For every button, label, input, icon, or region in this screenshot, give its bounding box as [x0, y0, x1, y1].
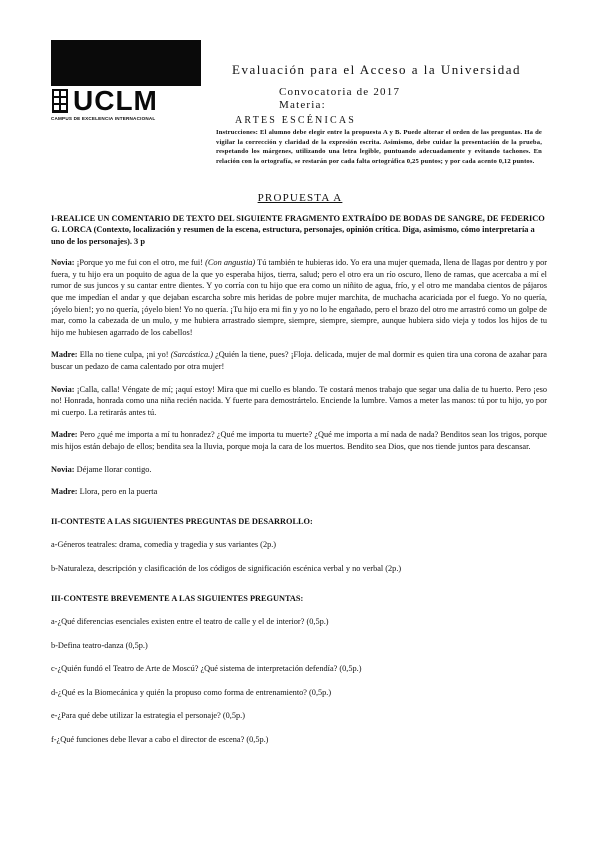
exam-content — [51, 213, 547, 746]
dialogue-line: Novia: ¡Porque yo me fui con el otro, me fui! (Con angustia) Tú también te hubieras ido. Yo era una mujer quemada, llena de llagas por dentro y por fuera, y tu hijo era un poquito de agua de la que yo esperaba hijos, tierra, salud; pero el otro era un río oscuro, lleno de ramas, que acercaba a mí el rumor de sus juncos y su cantar entre dientes. Y yo corría con tu hijo que era como un niñito de agua, frío, y el otro me mandaba cientos de pájaros que me impedían el andar y que dejaban escarcha sobre mis heridas de pobre mujer marchita, de muchacha acariciada por el fuego. Yo no quería, ¡óyelo bien!; yo no quería, ¡óyelo bien! Yo no quería. ¡Tu hijo era mi fin y yo no lo he engañado, pero el brazo del otro me arrastró como un golpe de mar, como la cabezada de un mulo, y me hubiera arrastrado siempre, siempre, siempre, siempre, aunque hubiera sido vieja y todos los hijos de tu hijo me hubiesen agarrado de los cabellos! — [51, 258, 547, 337]
dialogue-line: Madre: Ella no tiene culpa, ¡ni yo! (Sarcástica.) ¿Quién la tiene, pues? ¡Floja. delicada, mujer de mal dormir es quien tira una corona de azahar para buscar un pedazo de cama calentado por otra mujer! — [51, 350, 547, 371]
question-item: b-Defina teatro-danza (0,5p.) — [51, 640, 148, 650]
speaker-name: Novia: — [51, 464, 75, 474]
logo-text: UCLM — [73, 85, 158, 116]
dialogue-line: Novia: Déjame llorar contigo. — [51, 464, 152, 474]
shield-emblem-icon — [51, 88, 69, 114]
logo-mark — [51, 86, 201, 116]
speaker-name: Madre: — [51, 487, 78, 497]
question-item: f-¿Qué funciones debe llevar a cabo el director de escena? (0,5p.) — [51, 735, 269, 745]
convocatoria-label: Convocatoria de 2017 — [279, 86, 401, 98]
question-item: e-¿Para qué debe utilizar la estrategia el personaje? (0,5p.) — [51, 711, 245, 721]
logo-black-block — [51, 40, 201, 86]
section-3-heading: III-CONTESTE BREVEMENTE A LAS SIGUIENTES PREGUNTAS: — [51, 593, 304, 603]
section-1-heading: I-REALICE UN COMENTARIO DE TEXTO DEL SIGUIENTE FRAGMENTO EXTRAÍDO DE BODAS DE SANGRE, DE FEDERICO G. LORCA (Contexto, localización y resumen de la escena, estructura, personajes, opinión crítica. Diga, asimismo, cómo interpretaría a uno de los personajes). 3 p — [51, 214, 545, 246]
question-item: a-¿Qué diferencias esenciales existen entre el teatro de calle y el de interior? (0,5p.) — [51, 617, 329, 627]
speaker-name: Novia: — [51, 258, 75, 268]
speaker-name: Novia: — [51, 384, 75, 394]
dialogue-line: Novia: ¡Calla, calla! Véngate de mí; ¡aquí estoy! Mira que mi cuello es blando. Te costará menos trabajo que segar una dalia de tu huerto. Pero ¡eso no! Honrada, honrada como una niña recién nacida. Y fuerte para demostrártelo. Enciende la lumbre. Vamos a meter las manos: tú por tu hijo, yo por mi cuerpo. La retirarás antes tú. — [51, 384, 547, 417]
exam-title: Evaluación para el Acceso a la Universidad — [232, 62, 521, 77]
uclm-logo — [51, 40, 201, 121]
subject-name: ARTES ESCÉNICAS — [235, 115, 357, 126]
speaker-name: Madre: — [51, 350, 78, 360]
section-2-heading: II-CONTESTE A LAS SIGUIENTES PREGUNTAS DE DESARROLLO: — [51, 516, 313, 526]
logo-subtitle: CAMPUS DE EXCELENCIA INTERNACIONAL — [51, 116, 156, 121]
dialogue-line: Madre: Llora, pero en la puerta — [51, 487, 158, 497]
instructions-text: Instrucciones: El alumno debe elegir entre la propuesta A y B. Puede alterar el orden de las preguntas. Ha de vigilar la corrección y claridad de la expresión escrita. Asimismo, debe cuidar la presentación de la prueba, respetando los márgenes, utilizando una letra legible, puntuando adecuadamente y evitando tachones. En relación con la ortografía, se restarán por cada falta ortográfica 0,25 puntos; y por cada acento 0,12 puntos. — [216, 129, 542, 165]
question-item: d-¿Qué es la Biomecánica y quién la propuso como forma de entrenamiento? (0,5p.) — [51, 687, 332, 697]
proposal-title: PROPUESTA A — [257, 192, 343, 204]
speaker-name: Madre: — [51, 430, 78, 440]
dialogue-line: Madre: Pero ¿qué me importa a mí tu honradez? ¿Qué me importa tu muerte? ¿Qué me importa a mí nada de nada? Benditos sean los trigos, porque mis hijos están debajo de ellos; bendita sea la lluvia, porque moja la cara de los muertos. Bendito sea Dios, que nos tiende juntos para descansar. — [51, 430, 547, 451]
question-item: c-¿Quién fundó el Teatro de Arte de Moscú? ¿Qué sistema de interpretación defendía? (0,5p.) — [51, 664, 362, 674]
stage-direction: (Con angustia) — [205, 258, 256, 268]
question-item: a-Géneros teatrales: drama, comedia y tragedia y sus variantes (2p.) — [51, 540, 277, 550]
stage-direction: (Sarcástica.) — [170, 350, 213, 360]
materia-label: Materia: — [279, 99, 326, 111]
question-item: b-Naturaleza, descripción y clasificación de los códigos de significación escénica verbal y no verbal (2p.) — [51, 563, 402, 573]
